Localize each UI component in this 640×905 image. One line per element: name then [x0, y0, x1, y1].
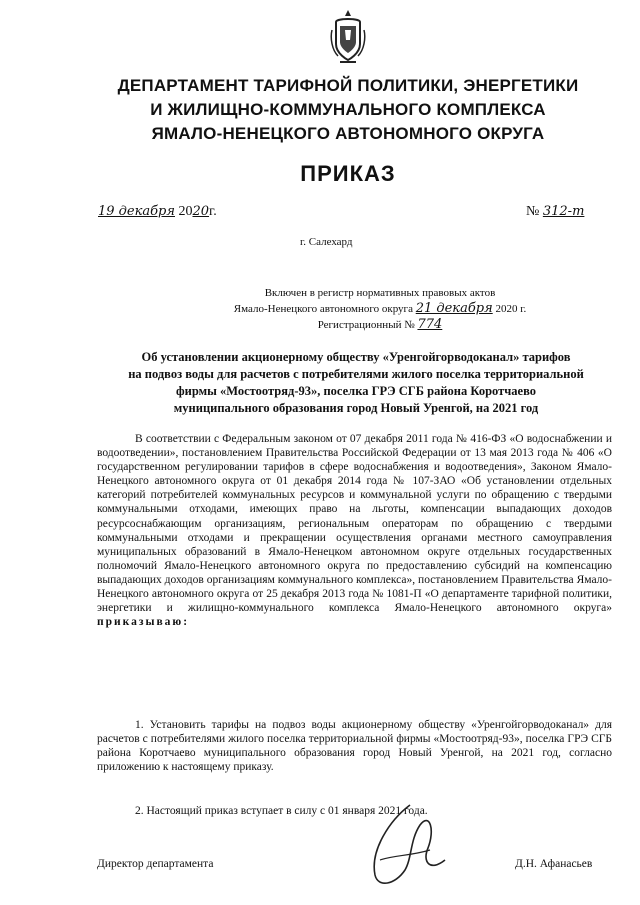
signatory-position: Директор департамента — [97, 858, 214, 870]
year-prefix: 20 — [178, 204, 193, 219]
preamble — [97, 432, 612, 629]
item-1 — [97, 718, 612, 774]
order-subject — [86, 349, 626, 417]
department-line-1: ДЕПАРТАМЕНТ ТАРИФНОЙ ПОЛИТИКИ, ЭНЕРГЕТИКИ — [117, 76, 579, 95]
department-line-3: ЯМАЛО-НЕНЕЦКОГО АВТОНОМНОГО ОКРУГА — [151, 124, 545, 143]
item-1-text: 1. Установить тарифы на подвоз воды акционерному обществу «Уренгойгорводоканал» для расчетов с потребителями жилого поселка территориальной фирмы «Мостоотряд-93», поселка ГРЭ СГБ района Коротчаево муниципального образования город Новый Уренгой, на 2021 год, согласно приложению к настоящему приказу. — [97, 719, 612, 774]
year-handwritten: 20 — [192, 204, 210, 219]
order-word: приказываю: — [97, 616, 190, 629]
signatory-name: Д.Н. Афанасьев — [515, 858, 593, 870]
registry-number-handwritten: 774 — [417, 317, 443, 332]
order-number — [526, 204, 584, 220]
preamble-paragraph — [97, 432, 612, 629]
city: г. Салехард — [300, 236, 353, 248]
registry-line-3 — [180, 317, 580, 333]
number-label: № — [526, 204, 540, 219]
registry-line-2-suffix: 2020 г. — [495, 303, 527, 315]
number-handwritten: 312-т — [542, 204, 585, 219]
handwritten-signature — [350, 800, 460, 895]
order-date — [98, 204, 217, 220]
subject-line-1: Об установлении акционерному обществу «Уренгойгорводоканал» тарифов — [141, 350, 571, 364]
registry-line-1: Включен в регистр нормативных правовых актов — [264, 287, 496, 299]
department-line-2: И ЖИЛИЩНО-КОММУНАЛЬНОГО КОМПЛЕКСА — [150, 100, 546, 119]
registry-stamp — [180, 285, 580, 333]
registry-line-2 — [180, 301, 580, 317]
year-suffix: г. — [209, 204, 217, 219]
subject-line-3: фирмы «Мостоотряд-93», поселка ГРЭ СГБ района Коротчаево — [175, 384, 537, 398]
preamble-text: В соответствии с Федеральным законом от 07 декабря 2011 года № 416-ФЗ «О водоснабжении и водоотведении», постановлением Правительства Российской Федерации от 13 мая 2013 года № 406 «О государственном регулировании тарифов в сфере водоснабжения и водоотведения», Законом Ямало-Ненецкого автономного округа от 01 декабря 2014 года № 107-ЗАО «Об установлении отдельных категорий потребителей коммунальных ресурсов и коммунальной услуги по обращению с твердыми коммунальными отходами, имеющих право на льготы, компенсации выпадающих доходов ресурсоснабжающим организациям, региональным операторам по обращению с твердыми коммунальными отходами и прекращении осуществления органами местного самоуправления муниципальных образований в Ямало-Ненецком автономном округе отдельных государственных полномочий Ямало-Ненецкого автономного округа по предоставлению субсидий на компенсацию выпадающих доходов организациям коммунального комплекса», постановлением Правительства Ямало-Ненецкого автономного округа от 25 декабря 2013 года № 1081-П «О департаменте тарифной политики, энергетики и жилищно-коммунального комплекса Ямало-Ненецкого автономного округа» — [97, 433, 612, 615]
department-heading — [60, 74, 636, 146]
subject-line-2: на подвоз воды для расчетов с потребителями жилого поселка территориальной — [128, 367, 584, 381]
registry-number-label: Регистрационный № — [317, 319, 415, 331]
coat-of-arms-emblem — [328, 8, 368, 68]
subject-line-4: муниципального образования город Новый Уренгой, на 2021 год — [173, 401, 539, 415]
date-handwritten: 19 декабря — [98, 204, 175, 219]
item-2: 2. Настоящий приказ вступает в силу с 01 января 2021 года. — [135, 805, 428, 817]
document-type-title: ПРИКАЗ — [300, 161, 396, 186]
registry-line-2-prefix: Ямало-Ненецкого автономного округа — [233, 303, 413, 315]
registry-date-handwritten: 21 декабря — [415, 301, 493, 316]
